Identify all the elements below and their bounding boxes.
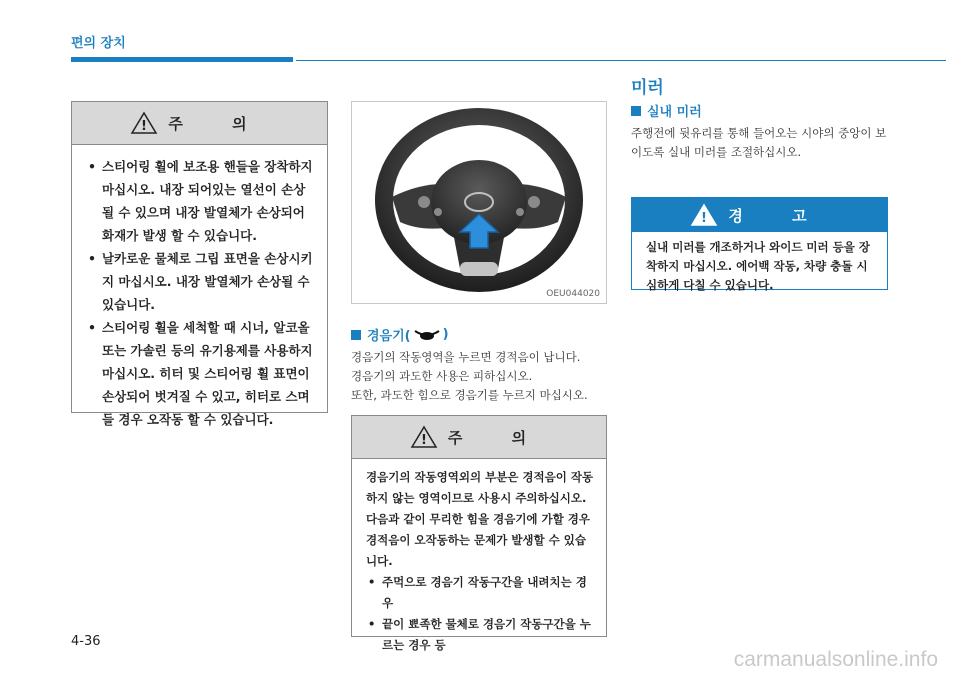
caution-box-middle	[351, 415, 607, 652]
caution-body	[352, 459, 606, 666]
warning-body: 실내 미러를 개조하거나 와이드 미러 등을 장착하지 마십시오. 에어백 작동, 차량 충돌 시 심하게 다칠 수 있습니다.	[646, 240, 870, 292]
caution-title: 주 의	[447, 428, 549, 447]
horn-line: 또한, 과도한 힘으로 경음기를 누르지 마십시오.	[351, 388, 588, 402]
caution-header	[352, 416, 606, 459]
caution-body	[72, 145, 327, 441]
steering-wheel-illustration	[352, 102, 606, 303]
warning-box-right	[631, 197, 888, 290]
mirror-title: 미러	[631, 78, 664, 98]
heading-bullet-icon	[351, 330, 361, 340]
caution-header	[72, 102, 327, 145]
horn-line: 경음기의 작동영역을 누르면 경적음이 납니다.	[351, 350, 581, 364]
caution-item: • 날카로운 물체로 그립 표면을 손상시키지 마십시오. 내장 발열체가 손상될 수 있습니다.	[86, 247, 315, 316]
svg-text:!: !	[701, 211, 708, 226]
mirror-body: 주행전에 뒷유리를 통해 들어오는 시야의 중앙이 보이도록 실내 미러를 조절하십시오.	[631, 126, 887, 159]
caution-paragraph: 다음과 같이 무리한 힘을 경음기에 가할 경우 경적음이 오작동하는 문제가 발생할 수 있습니다.	[366, 512, 590, 568]
page-number: 4-36	[71, 634, 101, 649]
mirror-subheading	[631, 101, 702, 120]
warning-triangle-icon	[690, 203, 718, 227]
header-rule-thick	[71, 57, 293, 62]
svg-text:!: !	[141, 119, 148, 134]
mirror-subheading-label: 실내 미러	[647, 105, 702, 120]
warning-triangle-icon	[410, 425, 438, 449]
caution-title: 주 의	[168, 114, 269, 133]
horn-heading	[351, 325, 449, 344]
caution-item: • 주먹으로 경음기 작동구간을 내려치는 경우	[366, 572, 594, 614]
watermark: carmanualsonline.info	[733, 648, 938, 671]
horn-description	[351, 348, 613, 405]
steering-wheel-figure	[351, 101, 607, 304]
svg-text:!: !	[420, 433, 427, 448]
warning-header	[632, 198, 887, 232]
horn-heading-suffix: )	[442, 327, 449, 342]
horn-line: 경음기의 과도한 사용은 피하십시오.	[351, 369, 533, 383]
warning-triangle-icon	[130, 111, 158, 135]
header-rule-thin	[296, 60, 946, 61]
caution-item: • 스티어링 휠을 세척할 때 시너, 알코올 또는 가솔린 등의 유기용제를 사용하지 마십시오. 히터 및 스티어링 휠 표면이 손상되어 벗겨질 수 있고, 히터로 스며들 경우 오작동 할 수 있습니다.	[86, 316, 315, 431]
warning-title: 경 고	[728, 206, 829, 225]
heading-bullet-icon	[631, 106, 641, 116]
caution-item: • 스티어링 휠에 보조용 핸들을 장착하지 마십시오. 내장 되어있는 열선이 손상될 수 있으며 내장 발열체가 손상되어 화재가 발생 할 수 있습니다.	[86, 155, 315, 247]
section-title: 편의 장치	[71, 36, 126, 51]
figure-code: OEU044020	[546, 289, 600, 299]
caution-box-left	[71, 101, 328, 427]
caution-paragraph: 경음기의 작동영역외의 부분은 경적음이 작동하지 않는 영역이므로 사용시 주의하십시오.	[366, 470, 594, 505]
horn-heading-prefix: 경음기(	[367, 329, 411, 344]
horn-icon	[413, 328, 441, 342]
caution-item: • 끝이 뾰족한 물체로 경음기 작동구간을 누르는 경우 등	[366, 614, 594, 656]
